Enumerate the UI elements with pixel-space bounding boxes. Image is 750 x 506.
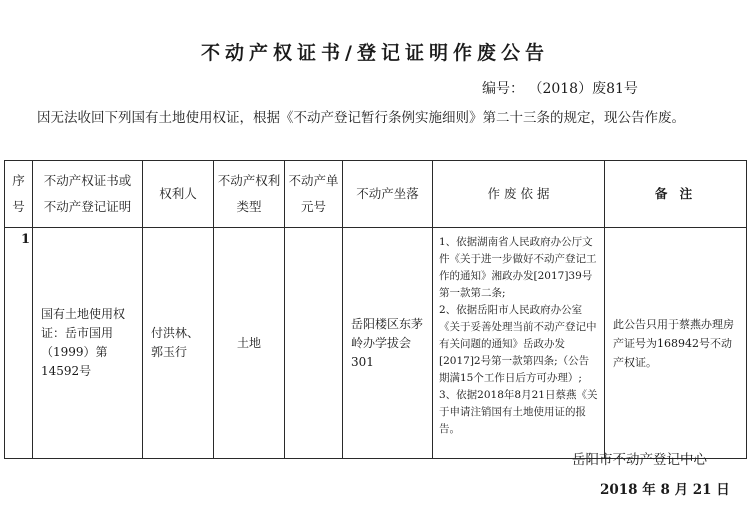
header-certificate-line1: 不动产权证书或	[43, 173, 132, 188]
cell-seq: 1	[5, 228, 33, 459]
cell-basis	[433, 228, 605, 459]
basis-item-2: 2、依据岳阳市人民政府办公室《关于妥善处理当前不动产登记中有关问题的通知》岳政办发[2017]2号第一款第四条;（公告期满15个工作日后方可办理）;	[439, 304, 597, 384]
header-unit-number-line1: 不动产单	[288, 173, 339, 188]
header-seq-line2: 号	[12, 199, 25, 214]
header-basis: 作 废 依 据	[433, 161, 605, 228]
cell-certificate: 国有土地使用权证：岳市国用（1999）第14592号	[33, 228, 143, 459]
header-right-type-line1: 不动产权利	[217, 173, 281, 188]
basis-item-3: 3、依据2018年8月21日蔡燕《关于申请注销国有土地使用证的报告。	[439, 389, 598, 435]
doc-number-value: （2018）废81号	[528, 81, 638, 97]
cell-holder: 付洪林、郭玉行	[143, 228, 214, 459]
cell-note: 此公告只用于蔡燕办理房产证号为168942号不动产权证。	[605, 228, 747, 459]
header-certificate-line2: 不动产登记证明	[43, 199, 132, 214]
void-certificate-table	[4, 160, 747, 459]
doc-number	[482, 78, 638, 98]
header-note: 备 注	[605, 161, 747, 228]
notice-title: 不动产权证书/登记证明作废公告	[201, 42, 549, 64]
issuer: 岳阳市不动产登记中心	[572, 452, 707, 468]
header-certificate	[33, 161, 143, 228]
doc-number-label: 编号：	[482, 81, 524, 97]
header-location: 不动产坐落	[343, 161, 433, 228]
issue-date: 2018 年 8 月 21 日	[600, 482, 730, 498]
basis-item-1: 1、依据湖南省人民政府办公厅文件《关于进一步做好不动产登记工作的通知》湘政办发[2017]39号第一款第二条;	[439, 236, 597, 299]
header-seq	[5, 161, 33, 228]
cell-unit-number	[285, 228, 343, 459]
cell-right-type: 土地	[214, 228, 285, 459]
header-unit-number	[285, 161, 343, 228]
table-row	[5, 228, 747, 459]
header-right-type-line2: 类型	[236, 199, 262, 214]
intro-text: 因无法收回下列国有土地使用权证，根据《不动产登记暂行条例实施细则》第二十三条的规定，现公告作废。	[37, 110, 685, 126]
table-header-row	[5, 161, 747, 228]
header-right-type	[214, 161, 285, 228]
header-seq-line1: 序	[12, 173, 25, 188]
header-holder: 权利人	[143, 161, 214, 228]
header-unit-number-line2: 元号	[300, 199, 326, 214]
cell-location: 岳阳楼区东茅岭办学拔会301	[343, 228, 433, 459]
